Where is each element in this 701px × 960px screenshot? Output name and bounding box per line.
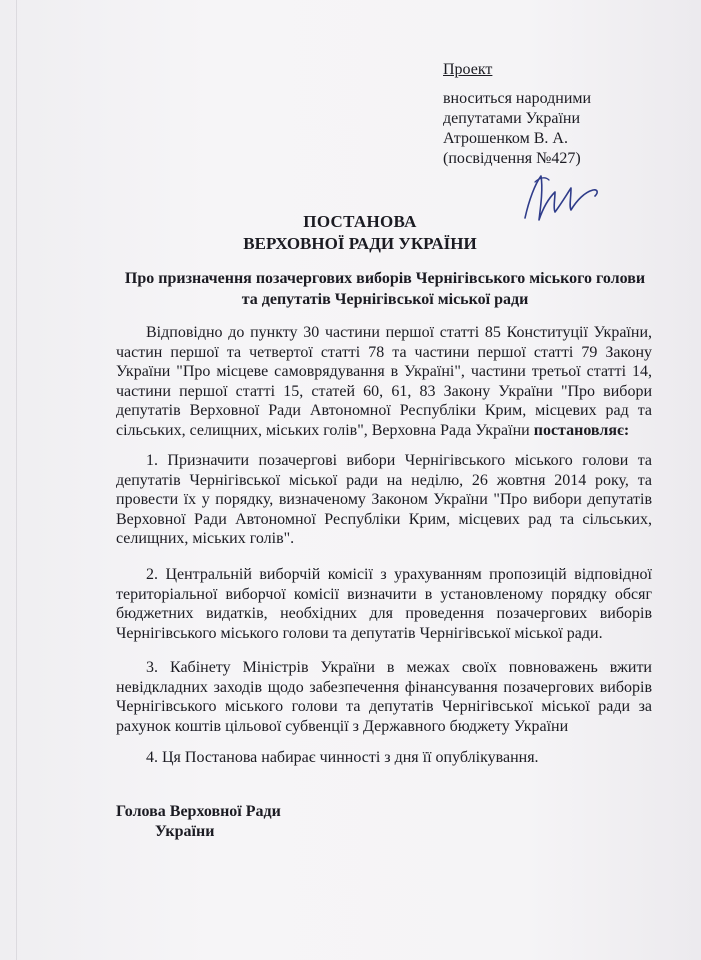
project-note	[443, 60, 591, 169]
preamble-emphasis: постановляє:	[533, 421, 630, 439]
document-type-title: ПОСТАНОВА	[303, 212, 417, 231]
resolution-subject	[90, 268, 680, 310]
project-line: (посвідчення №427)	[443, 150, 581, 167]
project-line: депутатами України	[443, 110, 581, 127]
signatory-block	[116, 802, 281, 842]
clause-3: 3. Кабінету Міністрів України в межах своїх повноважень вжити невідкладних заходів щодо забезпечення фінансування позачергових виборів Чернігівського міського голови та депутатів Чернігівської міської ради за рахунок коштів цільової субвенції з Державного бюджету України	[116, 659, 652, 735]
project-line: вноситься народними	[443, 90, 592, 107]
page-edge-line	[16, 0, 17, 960]
project-line: Атрошенком В. А.	[443, 130, 568, 147]
preamble-paragraph	[116, 323, 652, 441]
handwritten-signature	[515, 170, 605, 232]
signatory-country: України	[155, 823, 215, 840]
clause-2: 2. Центральній виборчій комісії з урахуванням пропозицій відповідної територіальної виборчої комісії визначити в установленому порядку обсяг бюджетних видатків, необхідних для проведення позачергових виборів Чернігівського міського голови та депутатів Чернігівської міської ради.	[116, 566, 652, 642]
clause-4: 4. Ця Постанова набирає чинності з дня її опублікування.	[146, 749, 539, 766]
issuing-body-title: ВЕРХОВНОЇ РАДИ УКРАЇНИ	[243, 234, 477, 253]
project-title: Проект	[443, 61, 493, 78]
signatory-title: Голова Верховної Ради	[116, 803, 281, 820]
clause-1: 1. Призначити позачергові вибори Чернігівського міського голови та депутатів Чернігівської міської ради на неділю, 26 жовтня 2014 року, та провести їх у порядку, визначеному Законом України "Про вибори депутатів Верховної Ради Автономної Республіки Крим, місцевих рад та сільських, селищних, міських голів".	[116, 452, 652, 548]
subject-line-1: Про призначення позачергових виборів Чернігівського міського голови	[124, 270, 646, 287]
preamble-text: Відповідно до пункту 30 частини першої статті 85 Конституції України, частин першої та четвертої статті 78 та частини першої статті 79 Закону України "Про місцеве самоврядування в Україні", частини третьої статті 14, частини першої статті 15, статей 60, 61, 83 Закону України "Про вибори депутатів Верховної Ради Автономної Республіки Крим, місцевих рад та сільських, селищних, міських голів", Верховна Рада України	[116, 324, 652, 439]
subject-line-2: та депутатів Чернігівської міської ради	[241, 291, 529, 308]
